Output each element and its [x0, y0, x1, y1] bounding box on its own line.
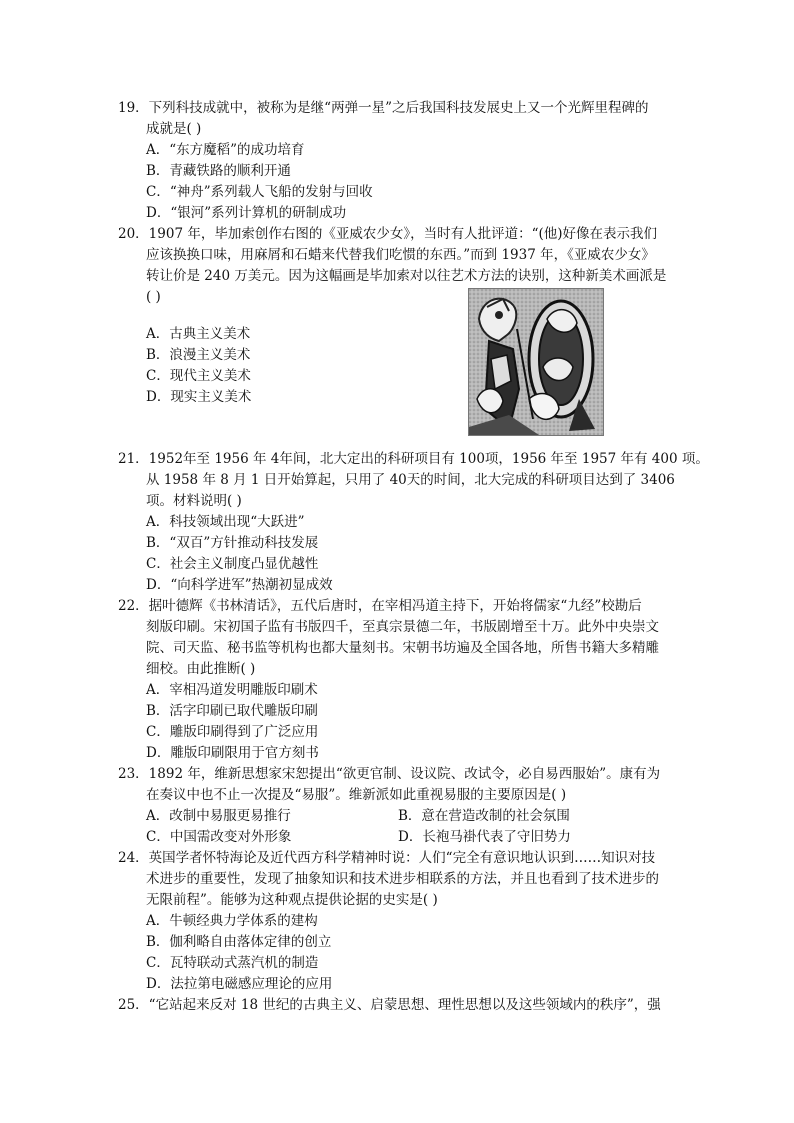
question-text: 转让价是 240 万美元。因为这幅画是毕加索对以往艺术方法的诀别，这种新美术画派是: [146, 268, 667, 284]
option-b: B．伽利略自由落体定律的创立: [146, 934, 332, 950]
question-25: [118, 995, 678, 1016]
question-text: 细校。由此推断( ): [146, 661, 256, 677]
question-text: 20．1907 年，毕加索创作右图的《亚威农少女》，当时有人批评道：“(他)好像在表示我们: [118, 226, 658, 242]
option-d: D．法拉第电磁感应理论的应用: [146, 976, 333, 992]
option-b: B．“双百”方针推动科技发展: [146, 535, 319, 551]
question-text: 应该换换口味，用麻屑和石蜡来代替我们吃惯的东西。”而到 1937 年，《亚威农少女》: [146, 247, 655, 263]
option-a: A．科技领域出现“大跃进”: [146, 514, 305, 530]
question-text: 21．1952年至 1956 年 4年间，北大定出的科研项目有 100项，1956 年至 1957 年有 400 项。: [118, 451, 709, 467]
question-text: 19．下列科技成就中，被称为是继“两弹一星”之后我国科技发展史上又一个光辉里程碑的: [118, 100, 649, 116]
option-c: C．社会主义制度凸显优越性: [146, 556, 319, 572]
question-text: 25．“它站起来反对 18 世纪的古典主义、启蒙思想、理性思想以及这些领域内的秩序”，强: [118, 997, 661, 1013]
option-d: D．“向科学进军”热潮初显成效: [146, 577, 333, 593]
question-19: [118, 98, 678, 224]
question-text: 24．英国学者怀特海论及近代西方科学精神时说：人们“完全有意识地认识到……知识对技: [118, 850, 656, 866]
painting-image: [468, 288, 604, 436]
option-row: [118, 806, 678, 827]
option-c: C．现代主义美术: [146, 368, 251, 384]
question-text: 项。材料说明( ): [146, 493, 242, 509]
question-24: [118, 848, 678, 995]
option-c: C．“神舟”系列载人飞船的发射与回收: [146, 184, 373, 200]
question-text: 无限前程”。能够为这种观点提供论据的史实是( ): [146, 892, 438, 908]
cubist-painting-illustration: [469, 289, 603, 435]
question-text: 22．据叶德辉《书林清话》，五代后唐时，在宰相冯道主持下，开始将儒家“九经”校勘后: [118, 598, 642, 614]
option-a: A．“东方魔稻”的成功培育: [146, 142, 305, 158]
option-c: C．瓦特联动式蒸汽机的制造: [146, 955, 319, 971]
option-c: C．雕版印刷得到了广泛应用: [146, 724, 319, 740]
question-text: 术进步的重要性，发现了抽象知识和技术进步相联系的方法，并且也看到了技术进步的: [146, 871, 659, 887]
question-text: ( ): [146, 289, 161, 305]
option-b: B．青藏铁路的顺利开通: [146, 163, 291, 179]
option-d: D．雕版印刷限用于官方刻书: [146, 745, 319, 761]
question-text: 刻版印刷。宋初国子监有书版四千，至真宗景德二年，书版剧增至十万。此外中央崇文: [146, 619, 659, 635]
option-b: B．活字印刷已取代雕版印刷: [146, 703, 318, 719]
option-a: A．改制中易服更易推行: [146, 808, 291, 824]
option-d: D．“银河”系列计算机的研制成功: [146, 205, 347, 221]
option-a: A．古典主义美术: [146, 326, 251, 342]
option-b: B．浪漫主义美术: [146, 347, 251, 363]
question-23: [118, 764, 678, 848]
question-22: [118, 596, 678, 764]
option-a: A．牛顿经典力学体系的建构: [146, 913, 318, 929]
option-d: D．长袍马褂代表了守旧势力: [398, 829, 571, 845]
option-b: B．意在营造改制的社会氛围: [398, 808, 570, 824]
question-text: 在奏议中也不止一次提及“易服”。维新派如此重视易服的主要原因是( ): [146, 787, 567, 803]
question-21: [118, 449, 709, 596]
option-row: [118, 827, 678, 848]
option-a: A．宰相冯道发明雕版印刷术: [146, 682, 318, 698]
option-c: C．中国需改变对外形象: [146, 829, 292, 845]
question-text: 从 1958 年 8 月 1 日开始算起，只用了 40天的时间，北大完成的科研项目达到了 3406: [146, 472, 675, 488]
option-d: D．现实主义美术: [146, 389, 252, 405]
question-text: 成就是( ): [146, 121, 202, 137]
question-text: 院、司天监、秘书监等机构也都大量刻书。宋朝书坊遍及全国各地，所售书籍大多精雕: [146, 640, 659, 656]
question-text: 23．1892 年，维新思想家宋恕提出“欲更官制、设议院、改试令，必自易西服始”。康有为: [118, 766, 661, 782]
